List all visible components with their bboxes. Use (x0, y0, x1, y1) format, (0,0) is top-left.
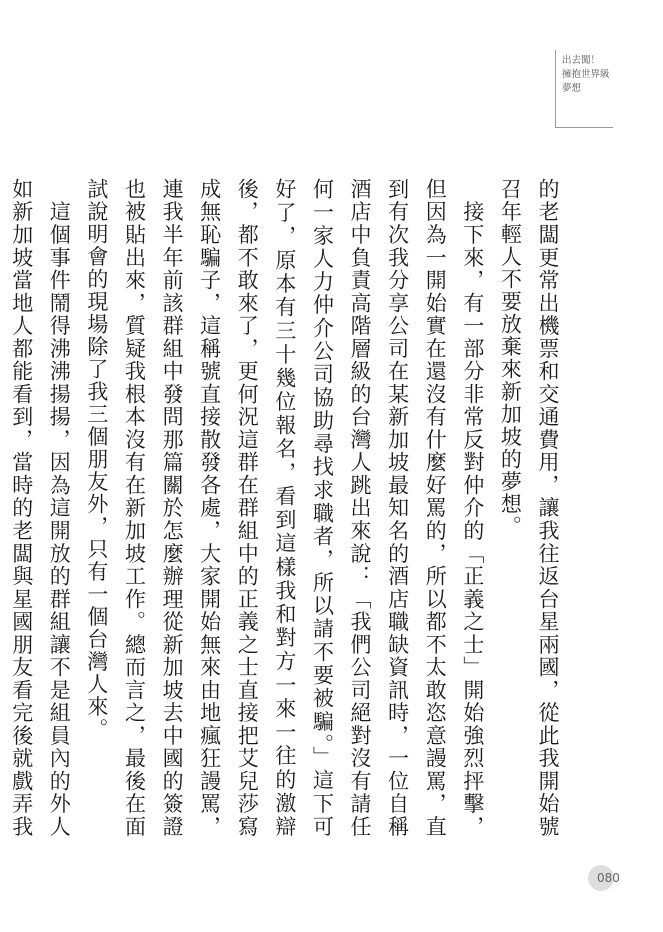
body-text (0, 178, 566, 838)
running-header-line: 夢想 (562, 83, 582, 94)
page-number (584, 864, 628, 892)
running-header-line: 出去闖！ (562, 55, 601, 66)
paragraph: 接下來，有一部分非常反對仲介的「正義之士」開始強烈抨擊，但因為一開始實在還沒有什麼好罵的，所以都不太敢恣意謾罵，直到有次我分享公司在某新加坡最知名的酒店職缺資訊時，一位自稱酒店中負責高階層級的台灣人跳出來說：「我們公司絕對沒有請任何一家人力仲介公司協助尋找求職者，所以請不要被騙。」這下可好了，原本有三十幾位報名，看到這樣我和對方一來一往的激辯後，都不敢來了，更何況這群在群組中的正義之士直接把艾兒莎寫成無恥騙子，這稱號直接散發各處，大家開始無來由地瘋狂謾罵，連我半年前該群組中發問那篇關於怎麼辦理從新加坡去中國的簽證也被貼出來，質疑我根本沒有在新加坡工作。總而言之，最後在面試說明會的現場除了我三個朋友外，只有一個台灣人來。 (84, 178, 485, 838)
page-number-text: 080 (597, 871, 620, 885)
running-header-line: 擁抱世界級 (562, 69, 610, 80)
running-header (555, 50, 613, 128)
paragraph: 的老闆更常出機票和交通費用，讓我往返台星兩國，從此我開始號召年輕人不要放棄來新加坡的夢想。 (498, 178, 560, 838)
paragraph: 這個事件鬧得沸沸揚揚，因為這開放的群組讓不是組員內的外人如新加坡當地人都能看到，當時的老闆與星國朋友看完後就戲弄我 (9, 178, 72, 838)
